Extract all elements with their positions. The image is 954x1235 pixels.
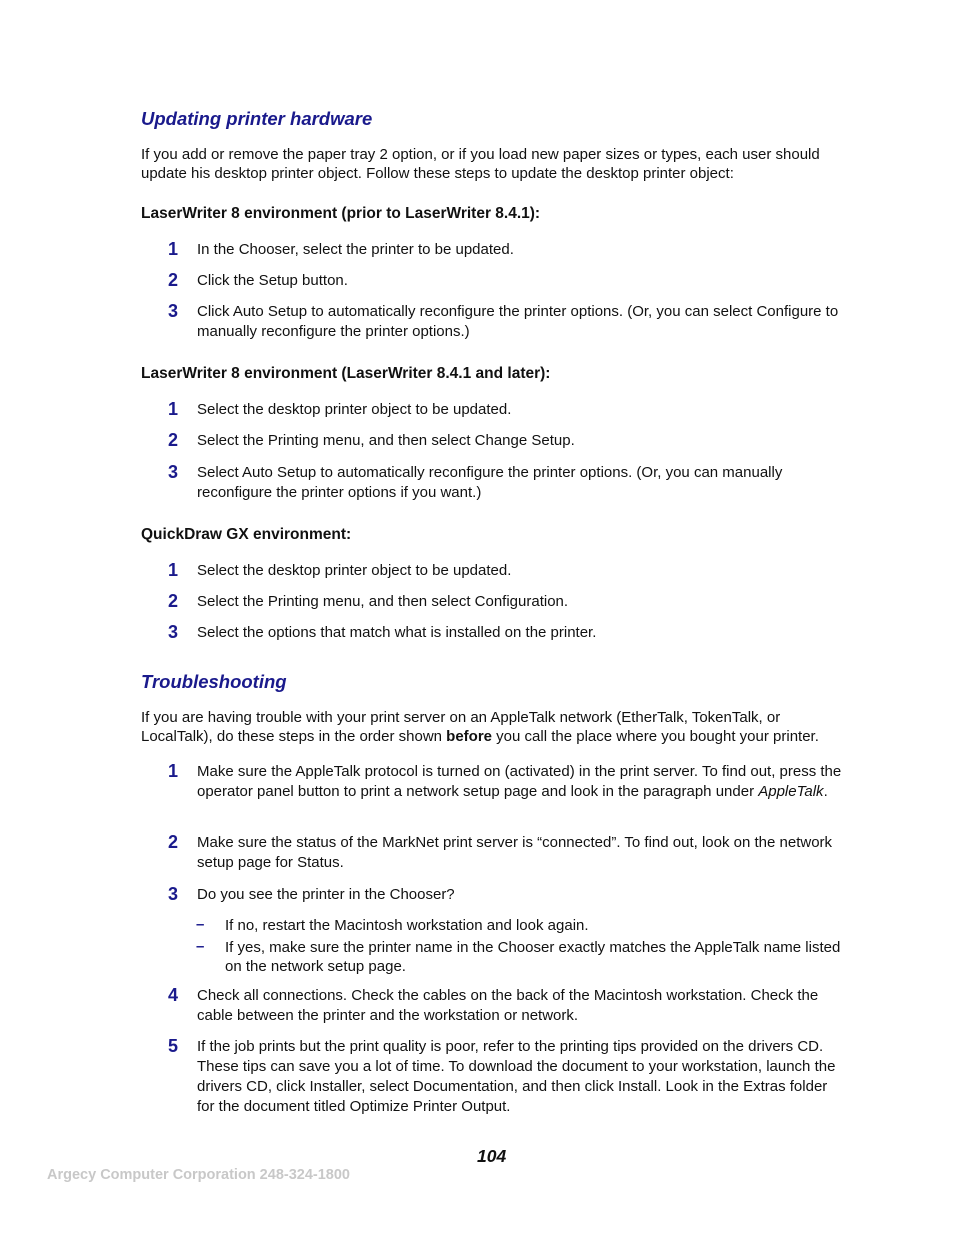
step-text: Select the options that match what is installed on the printer. bbox=[197, 624, 597, 641]
footer-text: Argecy Computer Corporation 248-324-1800 bbox=[47, 1167, 350, 1183]
step-text: Select the Printing menu, and then select Change Setup. bbox=[197, 432, 575, 449]
section-title-updating-printer-hardware: Updating printer hardware bbox=[141, 108, 373, 129]
step-number: 4 bbox=[168, 985, 179, 1005]
sub-item-dash: – bbox=[196, 916, 205, 933]
sub-item-text: If no, restart the Macintosh workstation and look again. bbox=[225, 917, 589, 934]
section-title-troubleshooting: Troubleshooting bbox=[141, 671, 287, 692]
step-text: Make sure the AppleTalk protocol is turned on (activated) in the print server. To find out, press the operator panel button to print a network setup page and look in the paragraph under AppleTalk. bbox=[197, 763, 842, 800]
step-number: 2 bbox=[168, 270, 179, 290]
step-text: Click the Setup button. bbox=[197, 272, 348, 289]
intro-paragraph: If you add or remove the paper tray 2 option, or if you load new paper sizes or types, each user should update his desktop printer object. Follow these steps to update the desktop printer object: bbox=[141, 146, 820, 182]
step-number: 5 bbox=[168, 1036, 179, 1056]
sub-item-text: If yes, make sure the printer name in the Chooser exactly matches the AppleTalk name listed on the network setup page. bbox=[225, 939, 841, 975]
subheading-lw8-prior: LaserWriter 8 environment (prior to LaserWriter 8.4.1): bbox=[141, 205, 541, 222]
step-number: 3 bbox=[168, 462, 179, 482]
step-text: Select Auto Setup to automatically reconfigure the printer options. (Or, you can manually reconfigure the printer options if you want.) bbox=[197, 464, 783, 501]
step-number: 2 bbox=[168, 832, 179, 852]
step-text: Select the Printing menu, and then select Configuration. bbox=[197, 593, 569, 610]
step-text: If the job prints but the print quality is poor, refer to the printing tips provided on the drivers CD. These tips can save you a lot of time. To download the document to your workstation, launch the drivers CD, click Installer, select Documentation, and then click Install. Look in the Extras folder for the document titled Optimize Printer Output. bbox=[197, 1038, 836, 1115]
step-number: 1 bbox=[168, 761, 179, 781]
troubleshooting-intro: If you are having trouble with your print server on an AppleTalk network (EtherTalk, TokenTalk, or LocalTalk), do these steps in the order shown before you call the place where you bought your printer. bbox=[141, 709, 819, 745]
step-number: 3 bbox=[168, 301, 179, 321]
subheading-quickdraw-gx: QuickDraw GX environment: bbox=[141, 526, 352, 543]
step-text: Do you see the printer in the Chooser? bbox=[197, 886, 455, 903]
step-number: 2 bbox=[168, 430, 179, 450]
step-text: Select the desktop printer object to be updated. bbox=[197, 401, 512, 418]
step-text: Make sure the status of the MarkNet print server is “connected”. To find out, look on the network setup page for Status. bbox=[197, 834, 833, 871]
step-number: 1 bbox=[168, 239, 179, 259]
step-text: Check all connections. Check the cables on the back of the Macintosh workstation. Check the cable between the printer and the workstation or network. bbox=[197, 987, 819, 1024]
subheading-lw8-later: LaserWriter 8 environment (LaserWriter 8.4.1 and later): bbox=[141, 365, 551, 382]
sub-item-dash: – bbox=[196, 938, 205, 955]
step-text: In the Chooser, select the printer to be updated. bbox=[197, 241, 514, 258]
step-number: 1 bbox=[168, 399, 179, 419]
step-number: 3 bbox=[168, 622, 179, 642]
page-number: 104 bbox=[477, 1146, 507, 1166]
step-number: 3 bbox=[168, 884, 179, 904]
step-number: 1 bbox=[168, 560, 179, 580]
step-number: 2 bbox=[168, 591, 179, 611]
step-text: Select the desktop printer object to be updated. bbox=[197, 562, 512, 579]
step-text: Click Auto Setup to automatically reconfigure the printer options. (Or, you can select Configure to manually reconfigure the printer options.) bbox=[197, 303, 839, 340]
